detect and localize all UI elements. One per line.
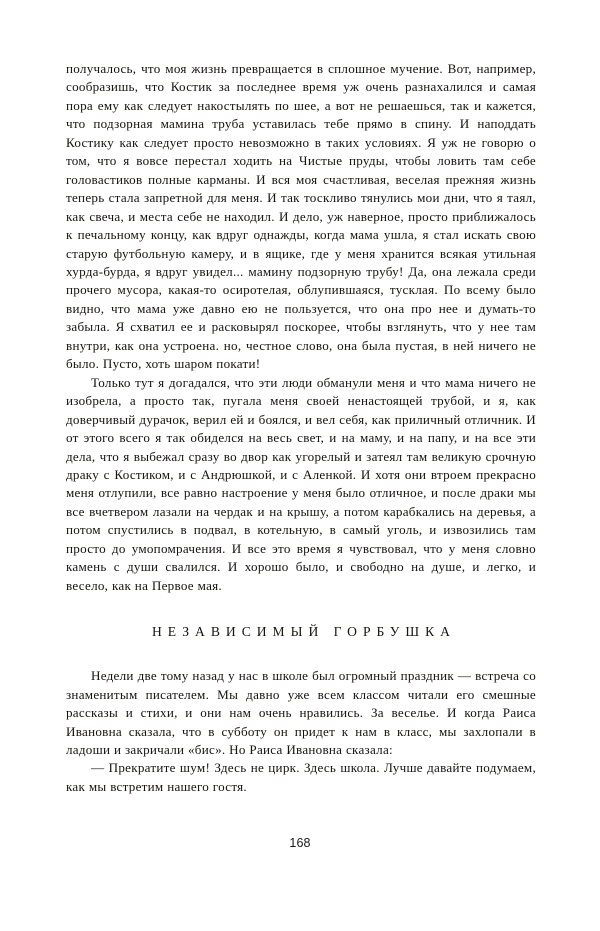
- text-column: [66, 60, 536, 796]
- paragraph-body-two: Только тут я догадался, что эти люди обманули меня и что мама ничего не изобрела, а просто так, пугала меня своей ненастоящей трубой, и я, как доверчивый дурачок, верил ей и боялся, и вел себя, как приличный отличник. И от этого всего я так обиделся на весь свет, и на маму, и на папу, и на все эти дела, что я выбежал сразу во двор как угорелый и затеял там великую срочную драку с Костиком, и с Андрюшкой, и с Аленкой. И хотя они втроем прекрасно меня отлупили, все равно настроение у меня было отличное, и после драки мы все вчетвером лазали на чердак и на крышу, а потом карабкались на деревья, а потом спустились в подвал, в котельную, в самый уголь, и извозились там просто до умопомрачения. И все это время я чувствовал, что у меня словно камень с души свалился. И хорошо было, и свободно на душе, и легко, и весело, как на Первое мая.: [66, 374, 536, 593]
- story-paragraph-two-dialogue: — Прекратите шум! Здесь не цирк. Здесь школа. Лучше давайте подумаем, как мы встретим нашего гостя.: [66, 760, 536, 794]
- story-paragraph-one: Недели две тому назад у нас в школе был огромный праздник — встреча со знаменитым писателем. Мы давно уже всем классом читали его смешные рассказы и стихи, и они нам очень нравились. За веселье. И когда Раиса Ивановна сказала, что в субботу он придет к нам в класс, мы захлопали в ладоши и закричали «бис». Но Раиса Ивановна сказала:: [66, 668, 536, 757]
- story-heading: НЕЗАВИСИМЫЙ ГОРБУШКА: [152, 624, 456, 640]
- page-number: 168: [289, 836, 311, 850]
- paragraph-continued: получалось, что моя жизнь превращается в сплошное мучение. Вот, например, сообразишь, что Костик за последнее время уж очень разнахалился и самая пора ему как следует накостылять по шее, а вот не решаешься, так и кажется, что подзорная мамина труба уставилась тебе прямо в спину. И наподдать Костику как следует просто невозможно в таких условиях. Я уж не говорю о том, что я вовсе перестал ходить на Чистые пруды, чтобы ловить там себе головастиков полные карманы. И вся моя счастливая, веселая прежняя жизнь теперь стала запретной для меня. И так тоскливо тянулись мои дни, что я таял, как свеча, и места себе не находил. И дело, уж наверное, просто приближалось к печальному концу, как вдруг однажды, когда мама ушла, я стал искать свою старую футбольную камеру, и в ящике, где у меня хранится всякая утильная хурда-бурда, я вдруг увидел... мамину подзорную трубу! Да, она лежала среди прочего мусора, какая-то осиротелая, облупившаяся, тусклая. По всему было видно, что мама уже давно ею не пользуется, что она про нее и думать-то забыла. Я схватил ее и расковырял поскорее, чтобы взглянуть, что у нее там внутри, как она устроена. но, честное слово, она была пустая, в ней ничего не было. Пусто, хоть шаром покати!: [66, 61, 536, 372]
